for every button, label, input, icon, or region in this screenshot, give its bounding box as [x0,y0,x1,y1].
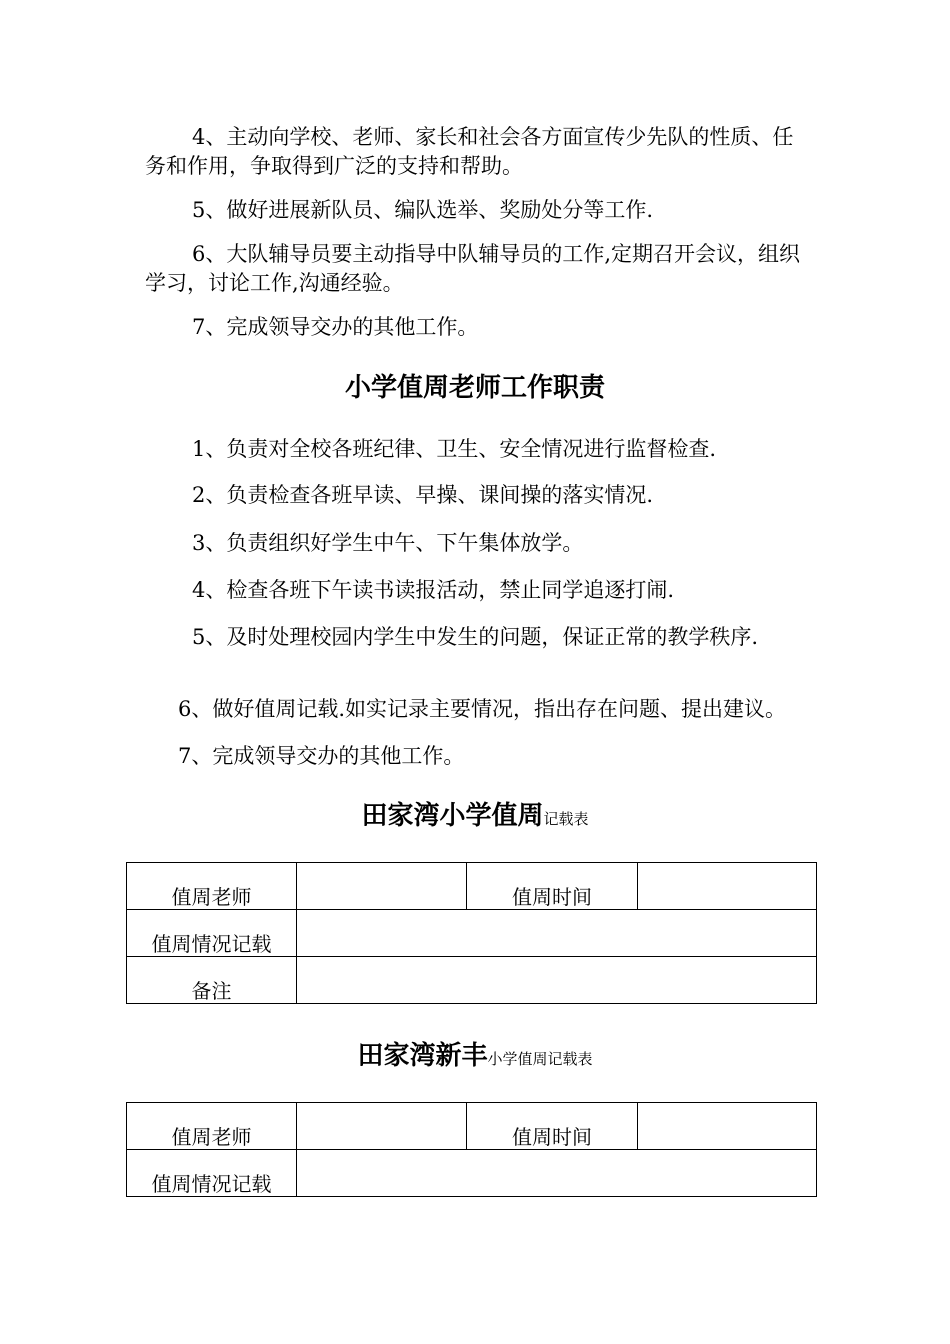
record-label: 值周情况记载 [127,1150,297,1197]
duty-item-6: 6、大队辅导员要主动指导中队辅导员的工作,定期召开会议，组织学习，讨论工作,沟通经验。 [145,242,801,295]
duty-record-table-2 [126,1102,817,1197]
duty-item-7: 7、完成领导交办的其他工作。 [192,315,479,339]
note-input-cell[interactable] [297,957,817,1004]
table1-title-small: 记载表 [543,810,589,828]
weekly-duty-item-1: 1、负责对全校各班纪律、卫生、安全情况进行监督检查. [192,437,717,461]
note-label: 备注 [127,957,297,1004]
duty-item-4: 4、主动向学校、老师、家长和社会各方面宣传少先队的性质、任务和作用，争取得到广泛的支持和帮助。 [145,125,794,178]
weekly-duty-item-7: 7、完成领导交办的其他工作。 [178,744,465,768]
table-row [127,863,817,910]
weekly-duty-item-3: 3、负责组织好学生中午、下午集体放学。 [192,531,584,555]
time-input-cell[interactable] [638,863,817,910]
teacher-label: 值周老师 [127,863,297,910]
record-input-cell[interactable] [297,1150,817,1197]
duty-record-table-1 [126,862,817,1004]
teacher-label: 值周老师 [127,1103,297,1150]
teacher-input-cell[interactable] [297,1103,467,1150]
time-label: 值周时间 [467,863,638,910]
table2-title-small: 小学值周记载表 [487,1050,593,1068]
table2-title [0,1039,950,1076]
time-label: 值周时间 [467,1103,638,1150]
section-title-weekly-duty: 小学值周老师工作职责 [344,373,605,403]
weekly-duty-item-5: 5、及时处理校园内学生中发生的问题，保证正常的教学秩序. [192,625,759,649]
table1-title [0,799,950,836]
table-row [127,1103,817,1150]
duty-item-5: 5、做好进展新队员、编队选举、奖励处分等工作. [192,198,654,222]
table-row [127,1150,817,1197]
time-input-cell[interactable] [638,1103,817,1150]
table-row [127,910,817,957]
table2-title-main: 田家湾新丰 [357,1041,488,1071]
teacher-input-cell[interactable] [297,863,467,910]
record-label: 值周情况记载 [127,910,297,957]
table1-title-main: 田家湾小学值周 [361,801,544,831]
record-input-cell[interactable] [297,910,817,957]
table-row [127,957,817,1004]
weekly-duty-item-2: 2、负责检查各班早读、早操、课间操的落实情况. [192,483,654,507]
weekly-duty-item-6: 6、做好值周记载.如实记录主要情况，指出存在问题、提出建议。 [178,697,787,721]
weekly-duty-item-4: 4、检查各班下午读书读报活动，禁止同学追逐打闹. [192,578,675,602]
